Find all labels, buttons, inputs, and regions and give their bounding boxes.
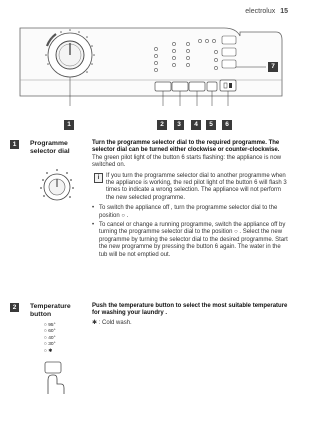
callout-5: 5 — [206, 120, 216, 130]
section-temperature-button — [12, 303, 292, 413]
callout-1: 1 — [64, 120, 74, 130]
temp-option: ○ 40° — [44, 335, 56, 341]
pressing-hand-icon — [38, 360, 68, 396]
temp-option: ○ 95° — [44, 323, 56, 328]
section-programme-selector — [12, 140, 292, 300]
button-5-shape — [207, 82, 217, 91]
page-number: 15 — [280, 8, 288, 15]
callout-3: 3 — [174, 120, 184, 130]
temperature-list — [44, 323, 56, 355]
control-panel-illustration — [14, 22, 286, 128]
instruction-heading: Turn the programme selector dial to the required programme. The selector dial can be turned either clockwise or counter-clockwise. — [92, 140, 280, 154]
callout-7: 7 — [268, 62, 278, 72]
temp-option: ○ ✱ — [44, 348, 53, 354]
section-number: 2 — [10, 303, 19, 312]
button-3-shape — [172, 82, 188, 91]
section-text — [92, 140, 290, 261]
section-number: 1 — [10, 140, 19, 149]
callout-2: 2 — [157, 120, 167, 130]
instruction-heading: Push the temperature button to select the most suitable temperature for washing your laundry . — [92, 303, 288, 317]
page-header — [245, 8, 288, 15]
cold-wash-note: ✱ : Cold wash. — [92, 319, 132, 326]
bullet-item: • To switch the appliance off , turn the programme selector dial to the position ○ . — [92, 205, 290, 220]
section-label: Temperature button — [30, 303, 71, 318]
callout-4: 4 — [191, 120, 201, 130]
temp-option: ○ 30° — [44, 342, 56, 348]
programme-dial-icon — [32, 160, 82, 210]
control-panel-drawing — [14, 22, 286, 106]
note-text: If you turn the programme selector dial to another programme when the appliance is working, the red pilot light of the button 6 will flash 3 times to indicate a wrong selection. The appliance will not perform the new selected programme. — [106, 172, 287, 201]
bullet-item: • To cancel or change a running programme, switch the appliance off by turning the programme selector dial to the position ○ . Select the new programme by turning the selector dial to the desired programme. Start the new programme by pressing the button 6 again. The water in the tub will be not emptied out. — [92, 222, 290, 259]
info-icon: i — [94, 173, 103, 183]
temp-option: ○ 60° — [44, 329, 56, 335]
brand-name: electrolux — [245, 8, 276, 15]
start-pause-button-shape — [220, 80, 236, 91]
button-2-shape — [155, 82, 171, 91]
instruction-body: The green pilot light of the button 6 starts flashing: the appliance is now switched on. — [92, 154, 282, 169]
section-label: Programme selector dial — [30, 140, 70, 155]
section-text — [92, 303, 290, 329]
callout-6: 6 — [222, 120, 232, 130]
button-4-shape — [189, 82, 205, 91]
info-note — [92, 173, 290, 203]
